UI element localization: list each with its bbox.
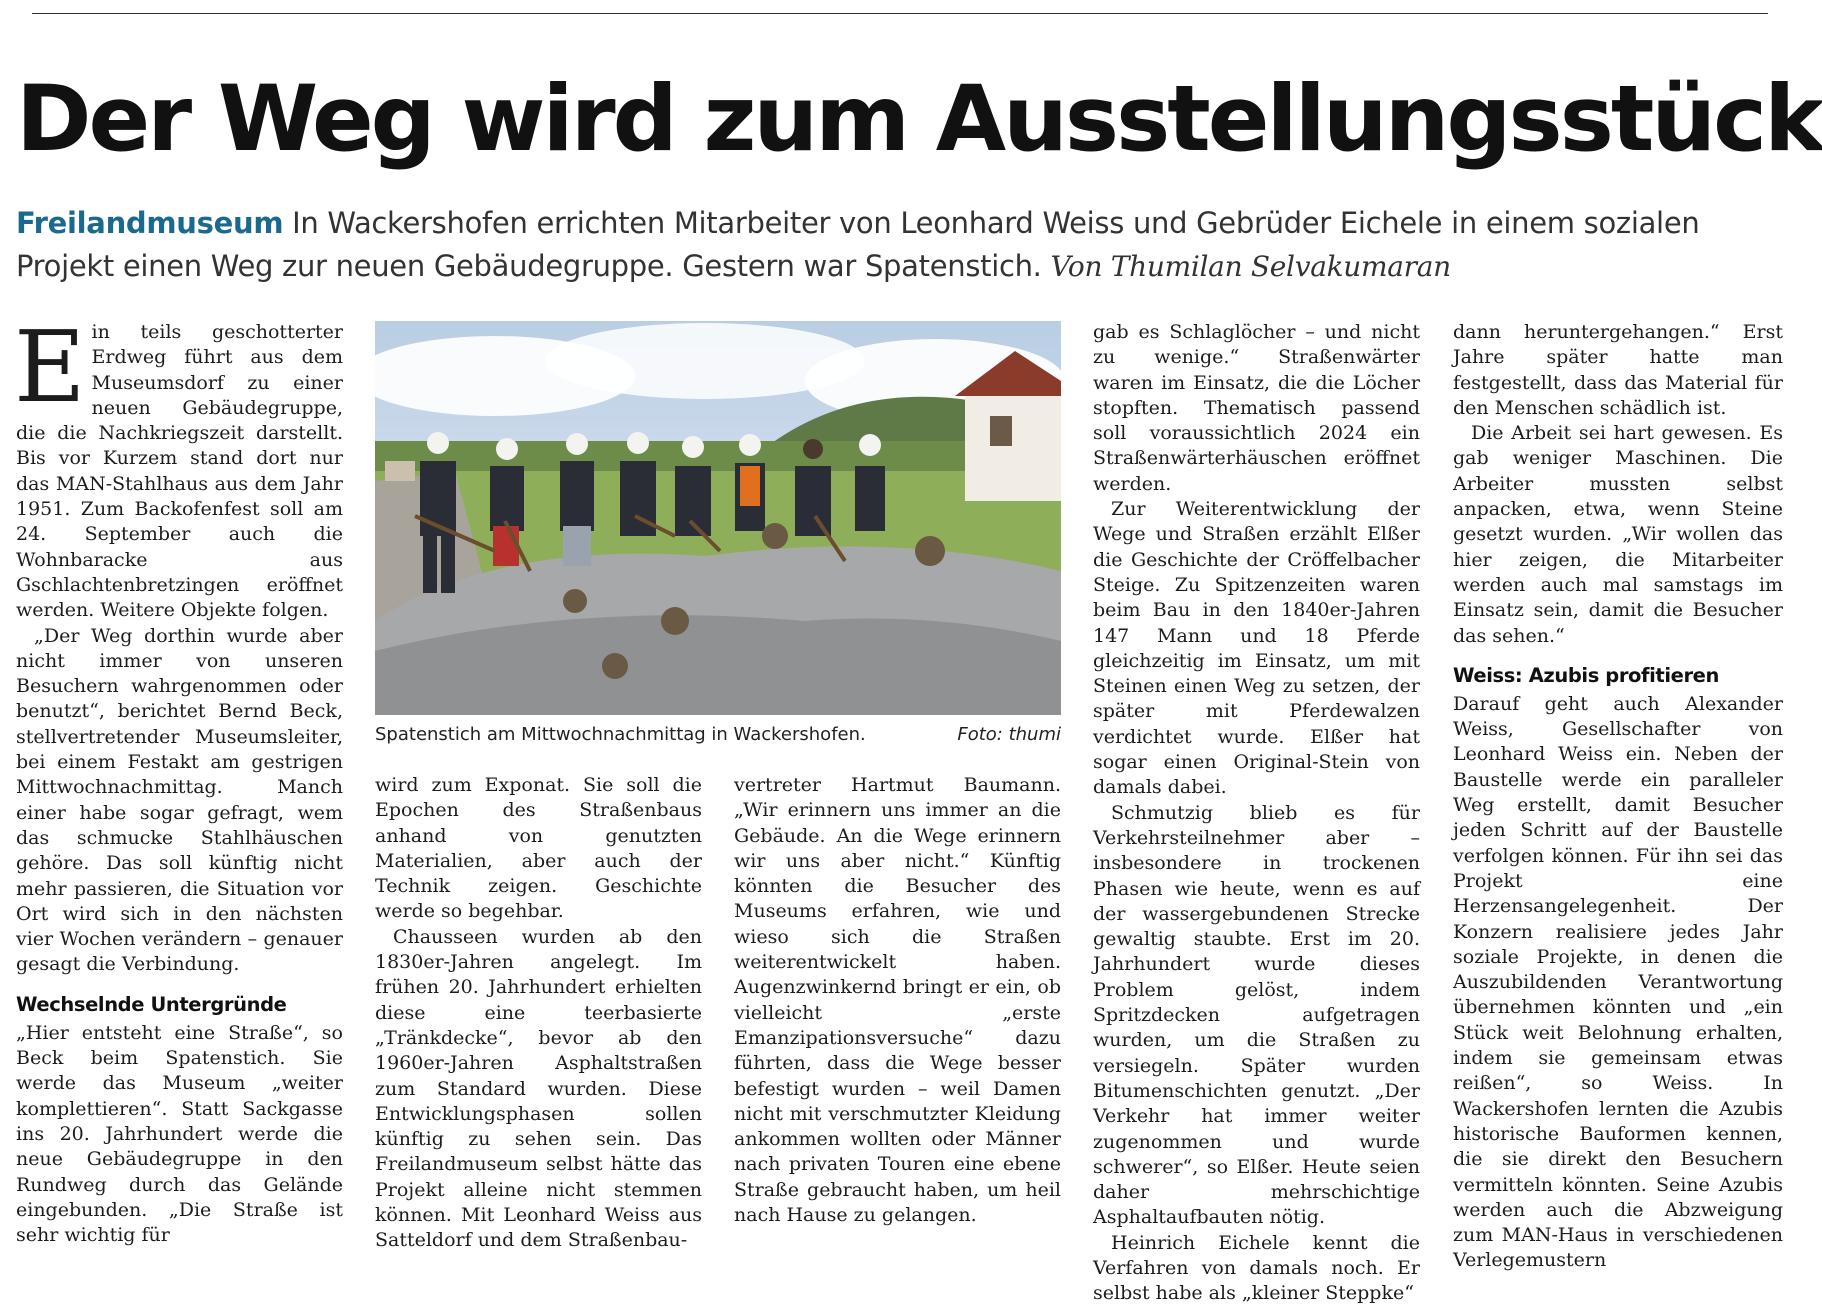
column-3: [734, 773, 1061, 1227]
paragraph: Zur Weiterentwicklung der Wege und Straßen erzählt Elßer die Geschichte der Cröffelbacher Steige. Zu Spitzenzeiten waren beim Bau in den 1840er-Jahren 147 Mann und 18 Pferde gleichzeitig im Einsatz, um mit Steinen einen Weg zu setzen, der später mit Pferdewalzen verdichtet wurde. Elßer hat sogar einen Original-Stein von damals dabei.: [1093, 498, 1420, 799]
caption-text: Spatenstich am Mittwochnachmittag in Wackershofen.: [375, 724, 866, 745]
headline: Der Weg wird zum Ausstellungsstück: [16, 67, 1822, 172]
subhead: Wechselnde Untergründe: [16, 992, 287, 1016]
paragraph-text: in teils geschotterter Erdweg führt aus dem Museumsdorf zu einer neuen Gebäudegruppe, die die Nachkriegszeit darstellt. Bis vor Kurzem stand dort nur das MAN-Stahlhaus aus dem Jahr 1951. Zum Backofenfest soll am 24. September auch die Wohnbaracke aus Gschlachtenbretzingen eröffnet werden. Weitere Objekte folgen.: [16, 321, 343, 622]
paragraph: vertreter Hartmut Baumann. „Wir erinnern uns immer an die Gebäude. An die Wege erinnern wir uns aber nicht.“ Künftig könnten die Besucher des Museums erfahren, wie und wieso sich die Straßen weiterentwickelt haben. Augenzwinkernd bringt er ein, ob vielleicht „erste Emanzipationsversuche“ dazu führten, dass die Wege besser befestigt wurden – weil Damen nicht mit verschmutzter Kleidung ankommen wollten oder Männer nach privaten Touren eine ebene Straße gebraucht haben, um heil nach Hause zu gelangen.: [734, 774, 1061, 1227]
paragraph: gab es Schlaglöcher – und nicht zu wenige.“ Straßenwärter waren im Einsatz, die die Löcher stopften. Thematisch passend soll voraussichtlich 2024 ein Straßenwärterhäuschen eröffnet werden.: [1093, 321, 1420, 495]
paragraph: Chausseen wurden ab den 1830er-Jahren angelegt. Im frühen 20. Jahrhundert erhielten diese eine teerbasierte „Tränkdecke“, bevor ab den 1960er-Jahren Asphaltstraßen zum Standard wurden. Diese Entwicklungsphasen sollen künftig zu sehen sein. Das Freilandmuseum selbst hätte das Projekt alleine nicht stemmen können. Mit Leonhard Weiss aus Satteldorf und dem Straßenbau-: [375, 925, 702, 1252]
paragraph: [14, 311, 343, 624]
dropcap: E: [14, 311, 86, 425]
paragraph: „Hier entsteht eine Straße“, so Beck beim Spatenstich. Sie werde das Museum „weiter komplettieren“. Statt Sackgasse ins 20. Jahrhundert werde die neue Gebäudegruppe in den Rundweg durch das Gelände eingebunden. „Die Straße ist sehr wichtig für: [16, 1021, 343, 1247]
paragraph: dann heruntergehangen.“ Erst Jahre später hatte man festgestellt, dass das Material für den Menschen schädlich ist.: [1453, 321, 1783, 419]
deck-kicker: Freilandmuseum: [16, 206, 284, 240]
subhead: Weiss: Azubis profitieren: [1453, 663, 1719, 687]
column-4: [1093, 320, 1420, 1305]
deck-byline: Von Thumilan Selvakumaran: [1050, 250, 1451, 283]
column-1: [14, 311, 343, 1247]
paragraph: „Der Weg dorthin wurde aber nicht immer von unseren Besuchern wahrgenommen oder benutzt“, berichtet Bernd Beck, stellvertretender Museumsleiter, bei einem Festakt am gestrigen Mittwochnachmittag. Manch einer habe sogar gefragt, wem das schmucke Stahlhäuschen gehöre. Das soll künftig nicht mehr passieren, die Situation vor Ort wird sich in den nächsten vier Wochen verändern – genauer gesagt die Verbindung.: [16, 624, 343, 976]
paragraph: Die Arbeit sei hart gewesen. Es gab weniger Maschinen. Die Arbeiter mussten selbst anpacken, etwa, wenn Steine gesetzt wurden. „Wir wollen das hier zeigen, die Mitarbeiter werden auch mal samstags im Einsatz sein, damit die Besucher das sehen.“: [1453, 422, 1783, 647]
paragraph: Darauf geht auch Alexander Weiss, Gesellschafter von Leonhard Weiss ein. Neben der Baustelle werde ein paralleler Weg erstellt, damit Besucher jeden Schritt auf der Baustelle verfolgen können. Für ihn sei das Projekt eine Herzensangelegenheit. Der Konzern realisiere jedes Jahr soziale Projekte, in denen die Auszubildenden Verantwortung übernehmen könnten und „ein Stück weit Belohnung erhalten, indem sie gemeinsam etwas reißen“, so Weiss. In Wackershofen lernten die Azubis historische Bauformen kennen, die sie direkt den Besuchern vermitteln könnten. Seine Azubis werden auch die Abzweigung zum MAN-Haus in verschiedenen Verlegemustern: [1453, 692, 1783, 1272]
deck-text: In Wackershofen errichten Mitarbeiter von Leonhard Weiss und Gebrüder Eichele in einem sozialen Projekt einen Weg zur neuen Gebäudegruppe. Gestern war Spatenstich.: [16, 206, 1700, 283]
photo-credit: Foto: thumi: [957, 724, 1061, 745]
paragraph: Schmutzig blieb es für Verkehrsteilnehmer aber – insbesondere in trockenen Phasen wie heute, wenn es auf der wassergebundenen Strecke gewaltig staubte. Erst im 20. Jahrhundert wurde dieses Problem gelöst, indem Spritzdecken aufgetragen wurden, um die Straßen zu versiegeln. Später wurden Bitumenschichten genutzt. „Der Verkehr hat immer weiter zugenommen und wurde schwerer“, so Elßer. Heute seien daher mehrschichtige Asphaltaufbauten nötig.: [1093, 801, 1420, 1229]
paragraph: Heinrich Eichele kennt die Verfahren von damals noch. Er selbst habe als „kleiner Steppke“: [1093, 1231, 1420, 1305]
column-5: [1453, 320, 1783, 1272]
top-rule: [32, 13, 1768, 14]
photo-caption: [375, 722, 1061, 748]
groundbreaking-photo-illustration: [375, 321, 1061, 715]
column-2: [375, 773, 702, 1252]
paragraph: wird zum Exponat. Sie soll die Epochen des Straßenbaus anhand von genutzten Materialien, aber auch der Technik zeigen. Geschichte werde so begehbar.: [375, 774, 702, 923]
deck: [16, 202, 1786, 288]
article-photo: [375, 321, 1061, 715]
